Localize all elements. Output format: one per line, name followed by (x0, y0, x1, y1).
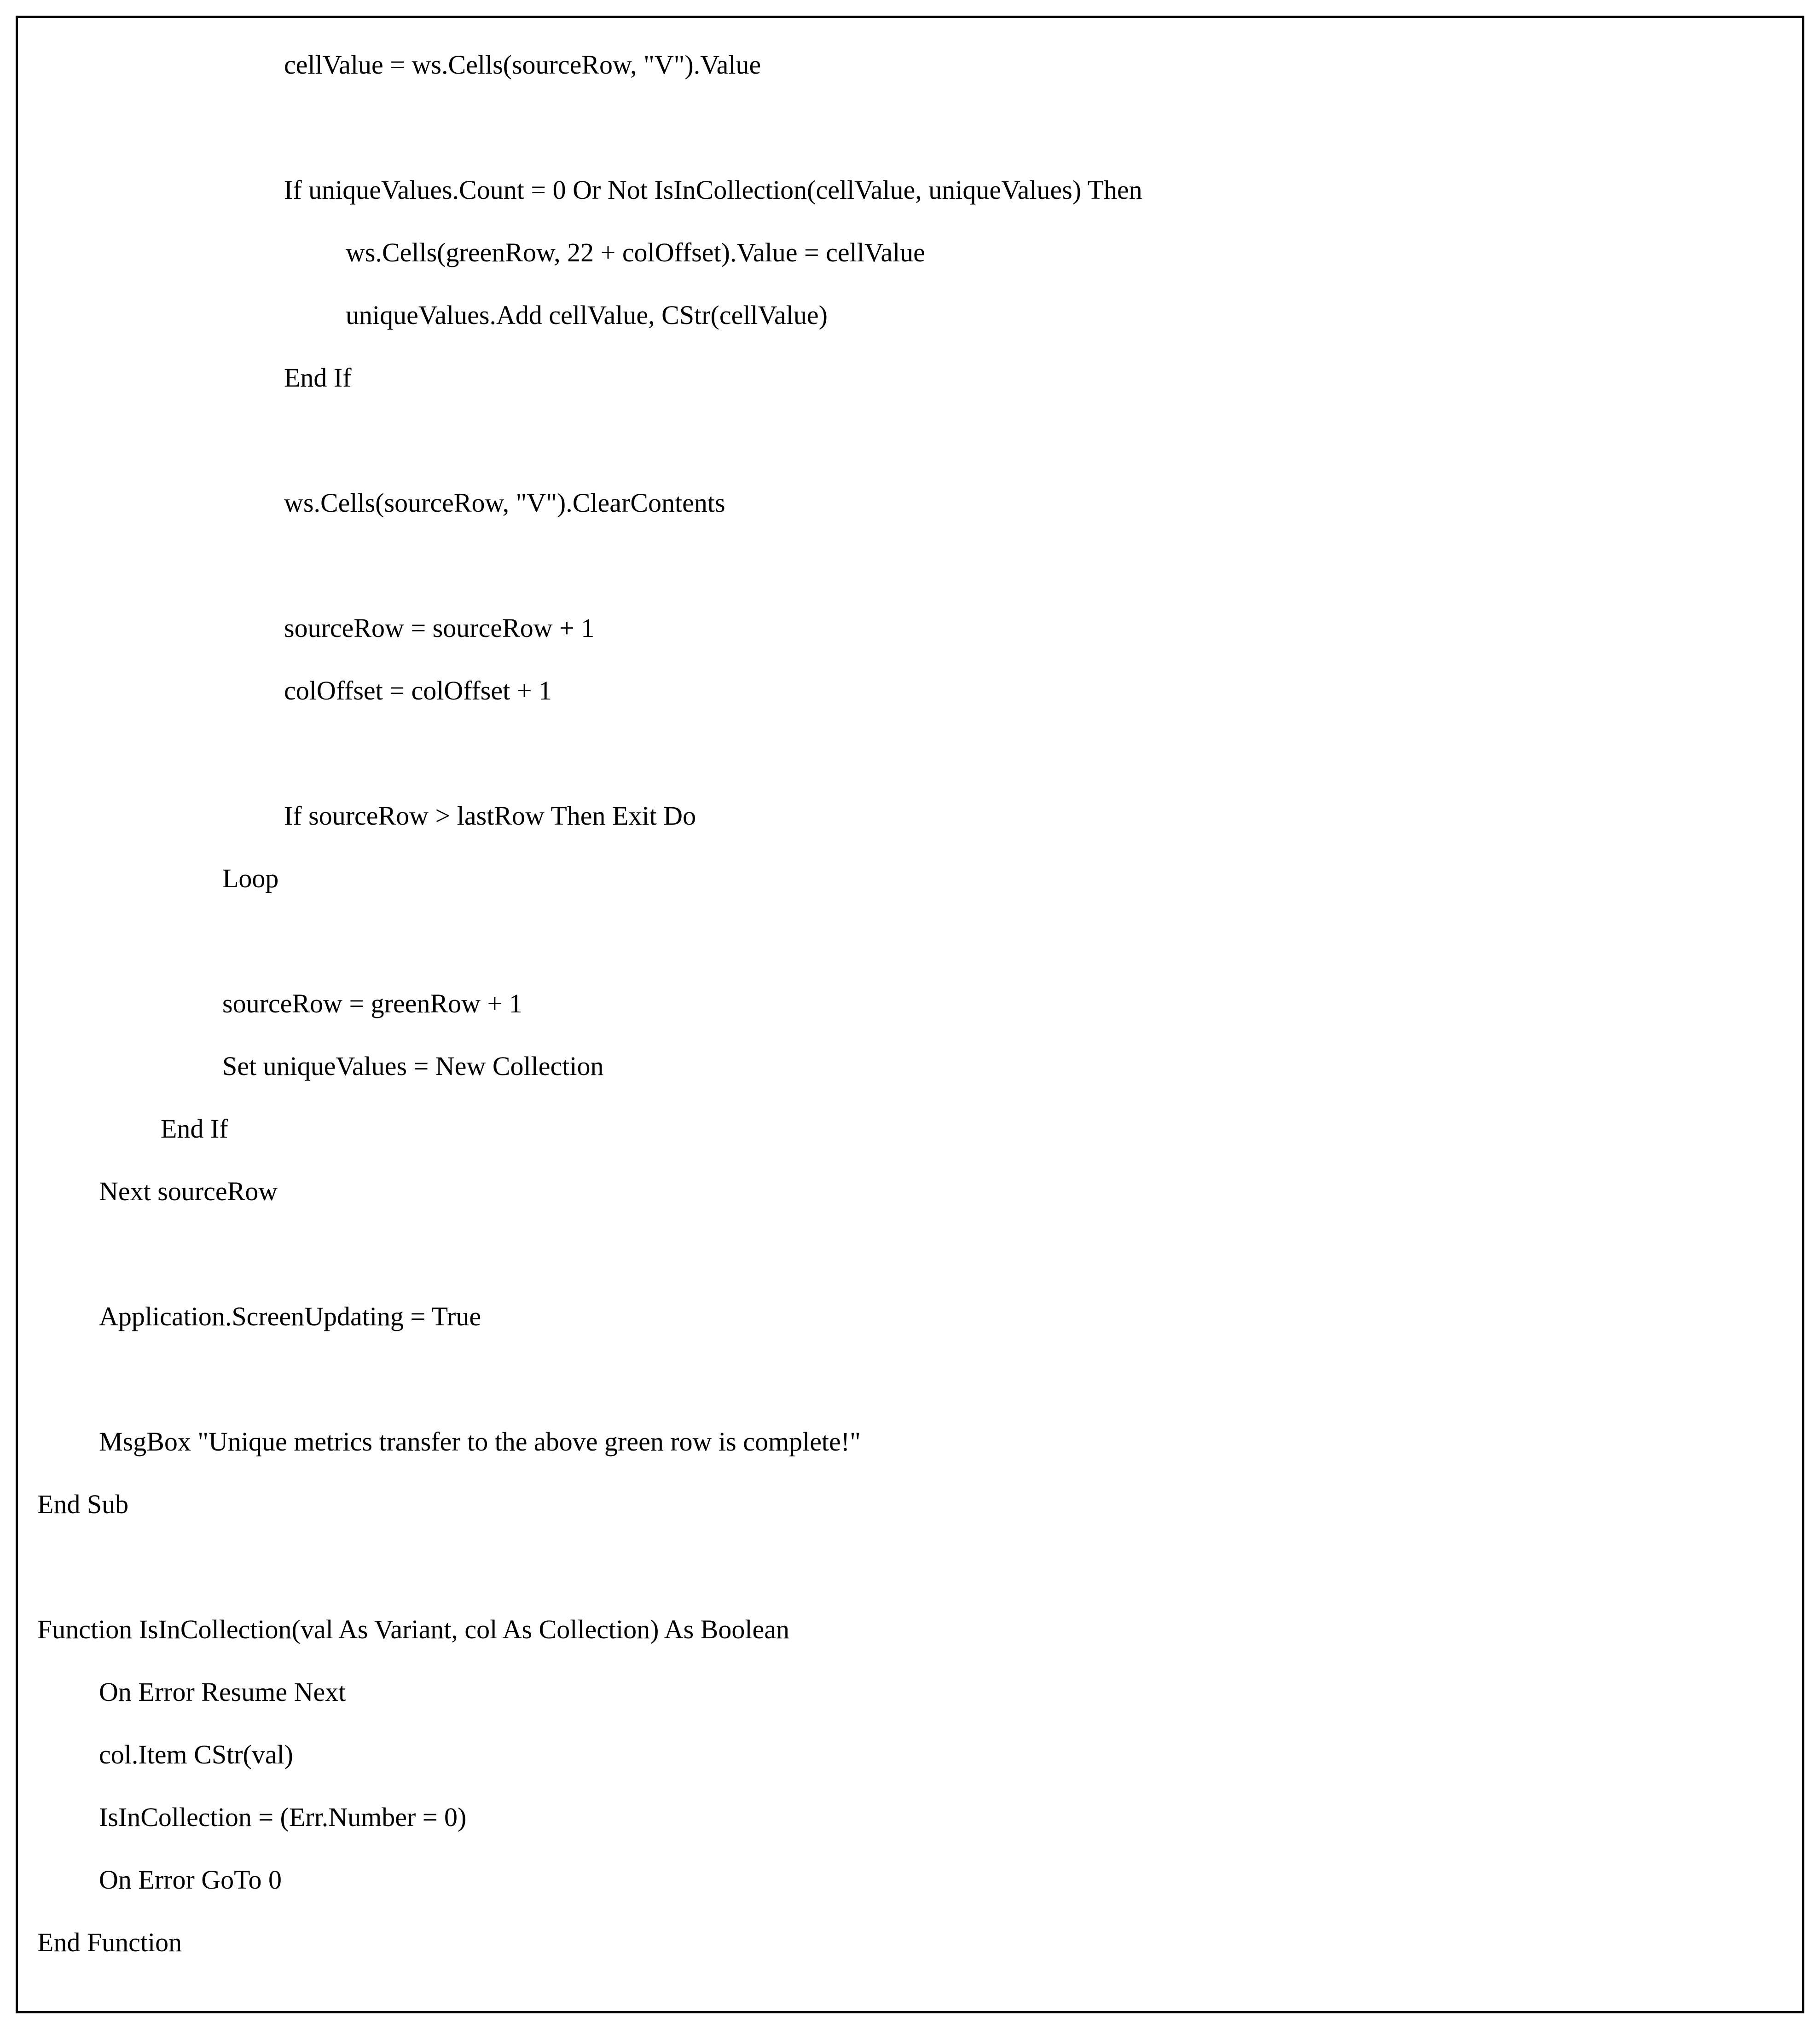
blank-line (18, 409, 1802, 472)
code-line: colOffset = colOffset + 1 (284, 676, 552, 705)
code-line: uniqueValues.Add cellValue, CStr(cellValue) (346, 300, 828, 330)
code-line: End If (161, 1114, 228, 1144)
code-line: End Function (37, 1927, 182, 1957)
code-line: End If (284, 363, 352, 393)
code-line: cellValue = ws.Cells(sourceRow, "V").Value (284, 50, 761, 80)
code-line: col.Item CStr(val) (99, 1740, 294, 1769)
blank-line (18, 534, 1802, 597)
code-line: ws.Cells(greenRow, 22 + colOffset).Value = cellValue (346, 237, 925, 267)
code-line: End Sub (37, 1489, 129, 1519)
code-line: On Error Resume Next (99, 1677, 346, 1707)
blank-line (18, 722, 1802, 785)
code-line: Set uniqueValues = New Collection (222, 1051, 604, 1081)
code-line: sourceRow = greenRow + 1 (222, 988, 522, 1018)
blank-line (18, 96, 1802, 159)
blank-line (18, 1348, 1802, 1410)
code-line: Application.ScreenUpdating = True (99, 1301, 481, 1331)
blank-line (18, 910, 1802, 972)
blank-line (18, 1223, 1802, 1285)
code-line: On Error GoTo 0 (99, 1865, 282, 1895)
code-line: MsgBox "Unique metrics transfer to the above green row is complete!" (99, 1427, 861, 1457)
code-line: sourceRow = sourceRow + 1 (284, 613, 595, 643)
blank-line (18, 1536, 1802, 1598)
code-line: Function IsInCollection(val As Variant, col As Collection) As Boolean (37, 1614, 790, 1644)
code-line: Loop (222, 863, 279, 893)
code-line: Next sourceRow (99, 1176, 278, 1206)
code-listing-box (16, 16, 1804, 2013)
code-line: If uniqueValues.Count = 0 Or Not IsInCollection(cellValue, uniqueValues) Then (284, 175, 1142, 205)
code-line: If sourceRow > lastRow Then Exit Do (284, 801, 696, 831)
code-line: ws.Cells(sourceRow, "V").ClearContents (284, 488, 725, 518)
code-line: IsInCollection = (Err.Number = 0) (99, 1802, 467, 1832)
